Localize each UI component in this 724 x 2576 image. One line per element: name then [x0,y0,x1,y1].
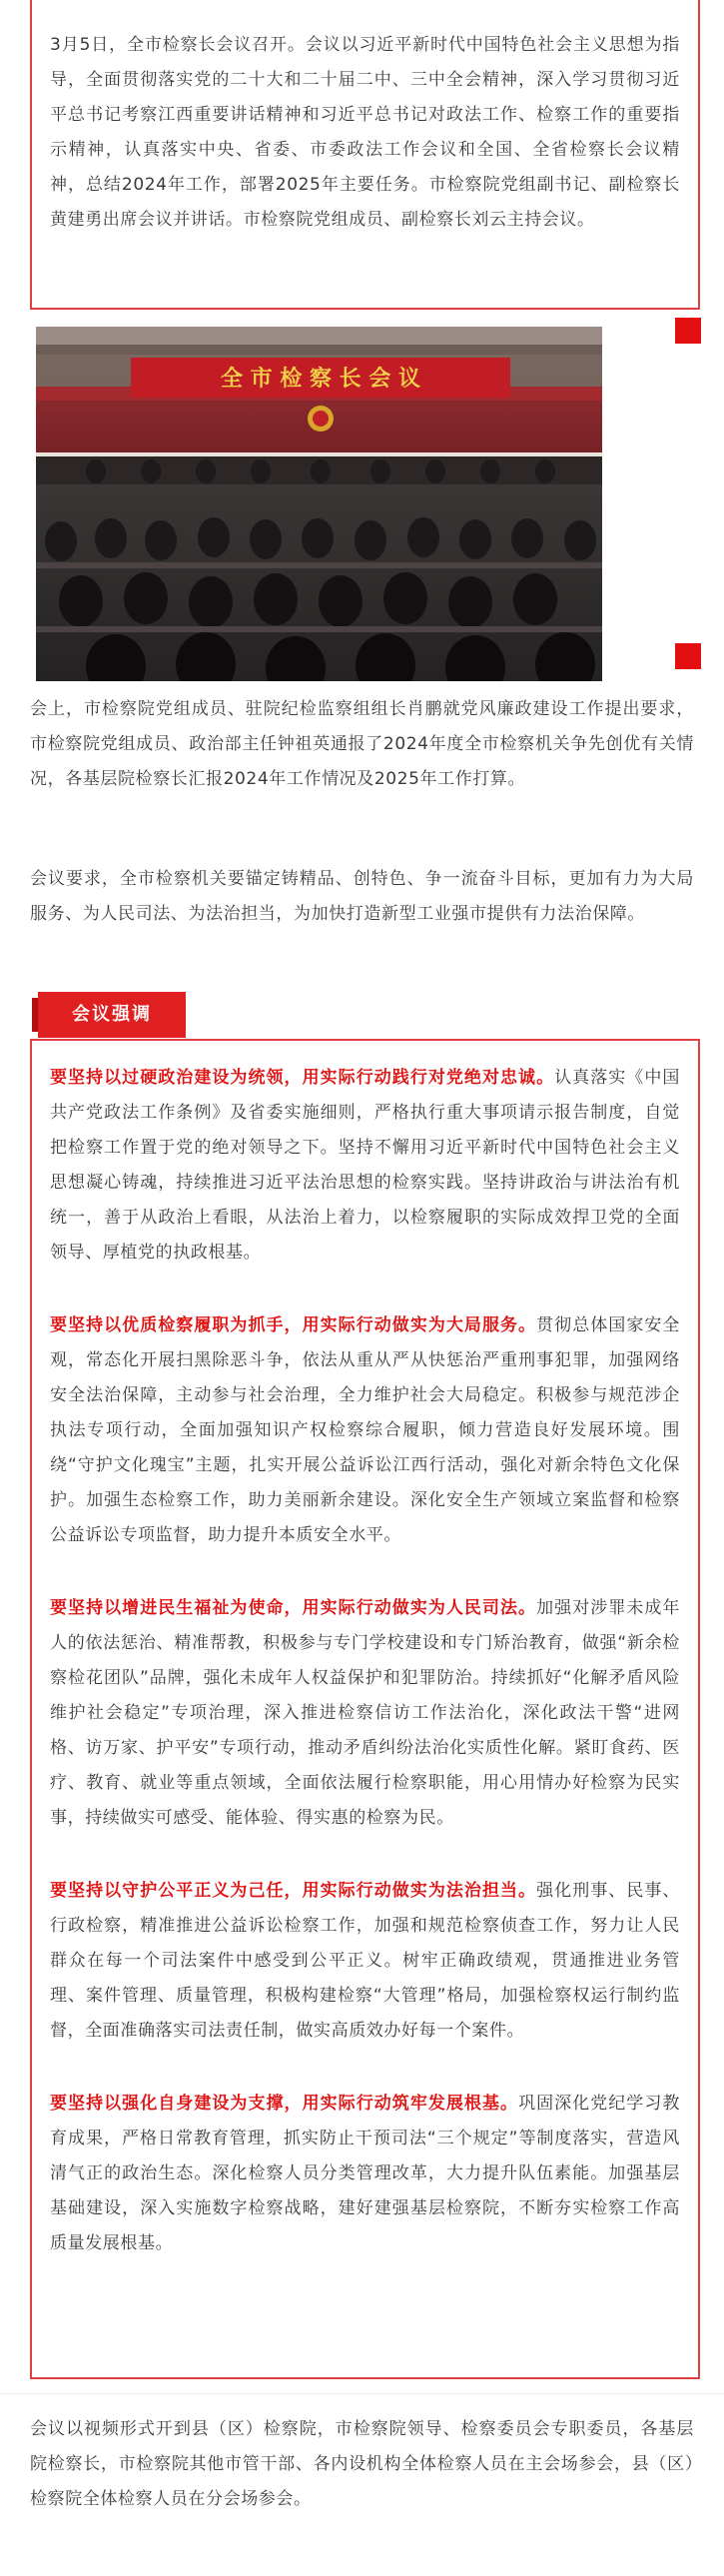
meeting-photo [36,327,602,681]
red-corner-mark [675,643,701,669]
red-corner-mark [675,318,701,344]
intro-paragraph: 3月5日，全市检察长会议召开。会议以习近平新时代中国特色社会主义思想为指导，全面贯彻落实党的二十大和二十届二中、三中全会精神，深入学习贯彻习近平总书记考察江西重要讲话精神和习近平总书记对政法工作、检察工作的重要指示精神，认真落实中央、省委、市委政法工作会议和全国、全省检察长会议精神，总结2024年工作，部署2025年主要任务。市检察院党组副书记、副检察长黄建勇出席会议并讲话。市检察院党组成员、副检察长刘云主持会议。 [50,35,680,230]
paragraph-text: 会议以视频形式开到县（区）检察院，市检察院领导、检察委员会专职委员，各基层院检察长，市检察院其他市管干部、各内设机构全体检察人员在主会场参会，县（区）检察院全体检察人员在分会场参会。 [30,2419,694,2509]
emphasis-box [30,1039,700,2379]
emphasis-item [50,1061,680,1271]
emphasis-item [50,1308,680,1553]
emphasis-lead: 要坚持以守护公平正义为己任，用实际行动做实为法治担当。 [50,1881,537,1901]
body-paragraph-1 [30,692,694,797]
divider [0,2393,724,2394]
body-paragraph-2 [30,862,694,932]
emphasis-lead: 要坚持以过硬政治建设为统领，用实际行动践行对党绝对忠诚。 [50,1068,555,1088]
emphasis-body: 贯彻总体国家安全观，常态化开展扫黑除恶斗争，依法从重从严从快惩治严重刑事犯罪，加强网络安全法治保障，主动参与社会治理，全力维护社会大局稳定。积极参与规范涉企执法专项行动，全面加强知识产权检察综合履职，倾力营造良好发展环境。围绕“守护文化瑰宝”主题，扎实开展公益诉讼江西行活动，强化对新余特色文化保护。加强生态检察工作，助力美丽新余建设。深化安全生产领域立案监督和检察公益诉讼专项监督，助力提升本质安全水平。 [50,1315,680,1545]
emphasis-lead: 要坚持以增进民生福祉为使命，用实际行动做实为人民司法。 [50,1598,537,1618]
emphasis-body: 强化刑事、民事、行政检察，精准推进公益诉讼检察工作，加强和规范检察侦查工作，努力让人民群众在每一个司法案件中感受到公平正义。树牢正确政绩观，贯通推进业务管理、案件管理、质量管理，积极构建检察“大管理”格局，加强检察权运行制约监督，全面准确落实司法责任制，做实高质效办好每一个案件。 [50,1881,680,2041]
emphasis-lead: 要坚持以强化自身建设为支撑，用实际行动筑牢发展根基。 [50,2094,519,2114]
emphasis-body: 认真落实《中国共产党政法工作条例》及省委实施细则，严格执行重大事项请示报告制度，自觉把检察工作置于党的绝对领导之下。坚持不懈用习近平新时代中国特色社会主义思想凝心铸魂，持续推进习近平法治思想的检察实践。坚持讲政治与讲法治有机统一，善于从政治上看眼，从法治上着力，以检察履职的实际成效捍卫党的全面领导、厚植党的执政根基。 [50,1068,680,1263]
intro-box [30,0,700,310]
meeting-photo-block [0,318,724,697]
emphasis-item [50,1591,680,1836]
emphasis-item [50,1874,680,2049]
closing-paragraph [30,2412,694,2517]
emphasis-body: 巩固深化党纪学习教育成果，严格日常教育管理，抓实防止干预司法“三个规定”等制度落实，营造风清气正的政治生态。深化检察人员分类管理改革，大力提升队伍素能。加强基层基础建设，深入实施数字检察战略，建好建强基层检察院，不断夯实检察工作高质量发展根基。 [50,2094,680,2253]
banner-text: 全 市 检 察 长 会 议 [221,366,420,392]
paragraph-text: 会上，市检察院党组成员、驻院纪检监察组组长肖鹏就党风廉政建设工作提出要求，市检察院党组成员、政治部主任钟祖英通报了2024年度全市检察机关争先创优有关情况，各基层院检察长汇报2024年工作情况及2025年工作打算。 [30,699,694,789]
emphasis-body: 加强对涉罪未成年人的依法惩治、精准帮教，积极参与专门学校建设和专门矫治教育，做强“新余检察检花团队”品牌，强化未成年人权益保护和犯罪防治。持续抓好“化解矛盾风险 维护社会稳定”专项治理，深入推进检察信访工作法治化，深化政法干警“进网格、访万家、护平安”专项行动，推动矛盾纠纷法治化实质性化解。紧盯食药、医疗、教育、就业等重点领域，全面依法履行检察职能，用心用情办好检察为民实事，持续做实可感受、能体验、得实惠的检察为民。 [50,1598,680,1828]
emphasis-lead: 要坚持以优质检察履职为抓手，用实际行动做实为大局服务。 [50,1315,537,1335]
paragraph-text: 会议要求，全市检察机关要锚定铸精品、创特色、争一流奋斗目标，更加有力为大局服务、为人民司法、为法治担当，为加快打造新型工业强市提供有力法治保障。 [30,869,694,924]
emphasis-item [50,2087,680,2261]
section-heading: 会议强调 [38,992,186,1038]
